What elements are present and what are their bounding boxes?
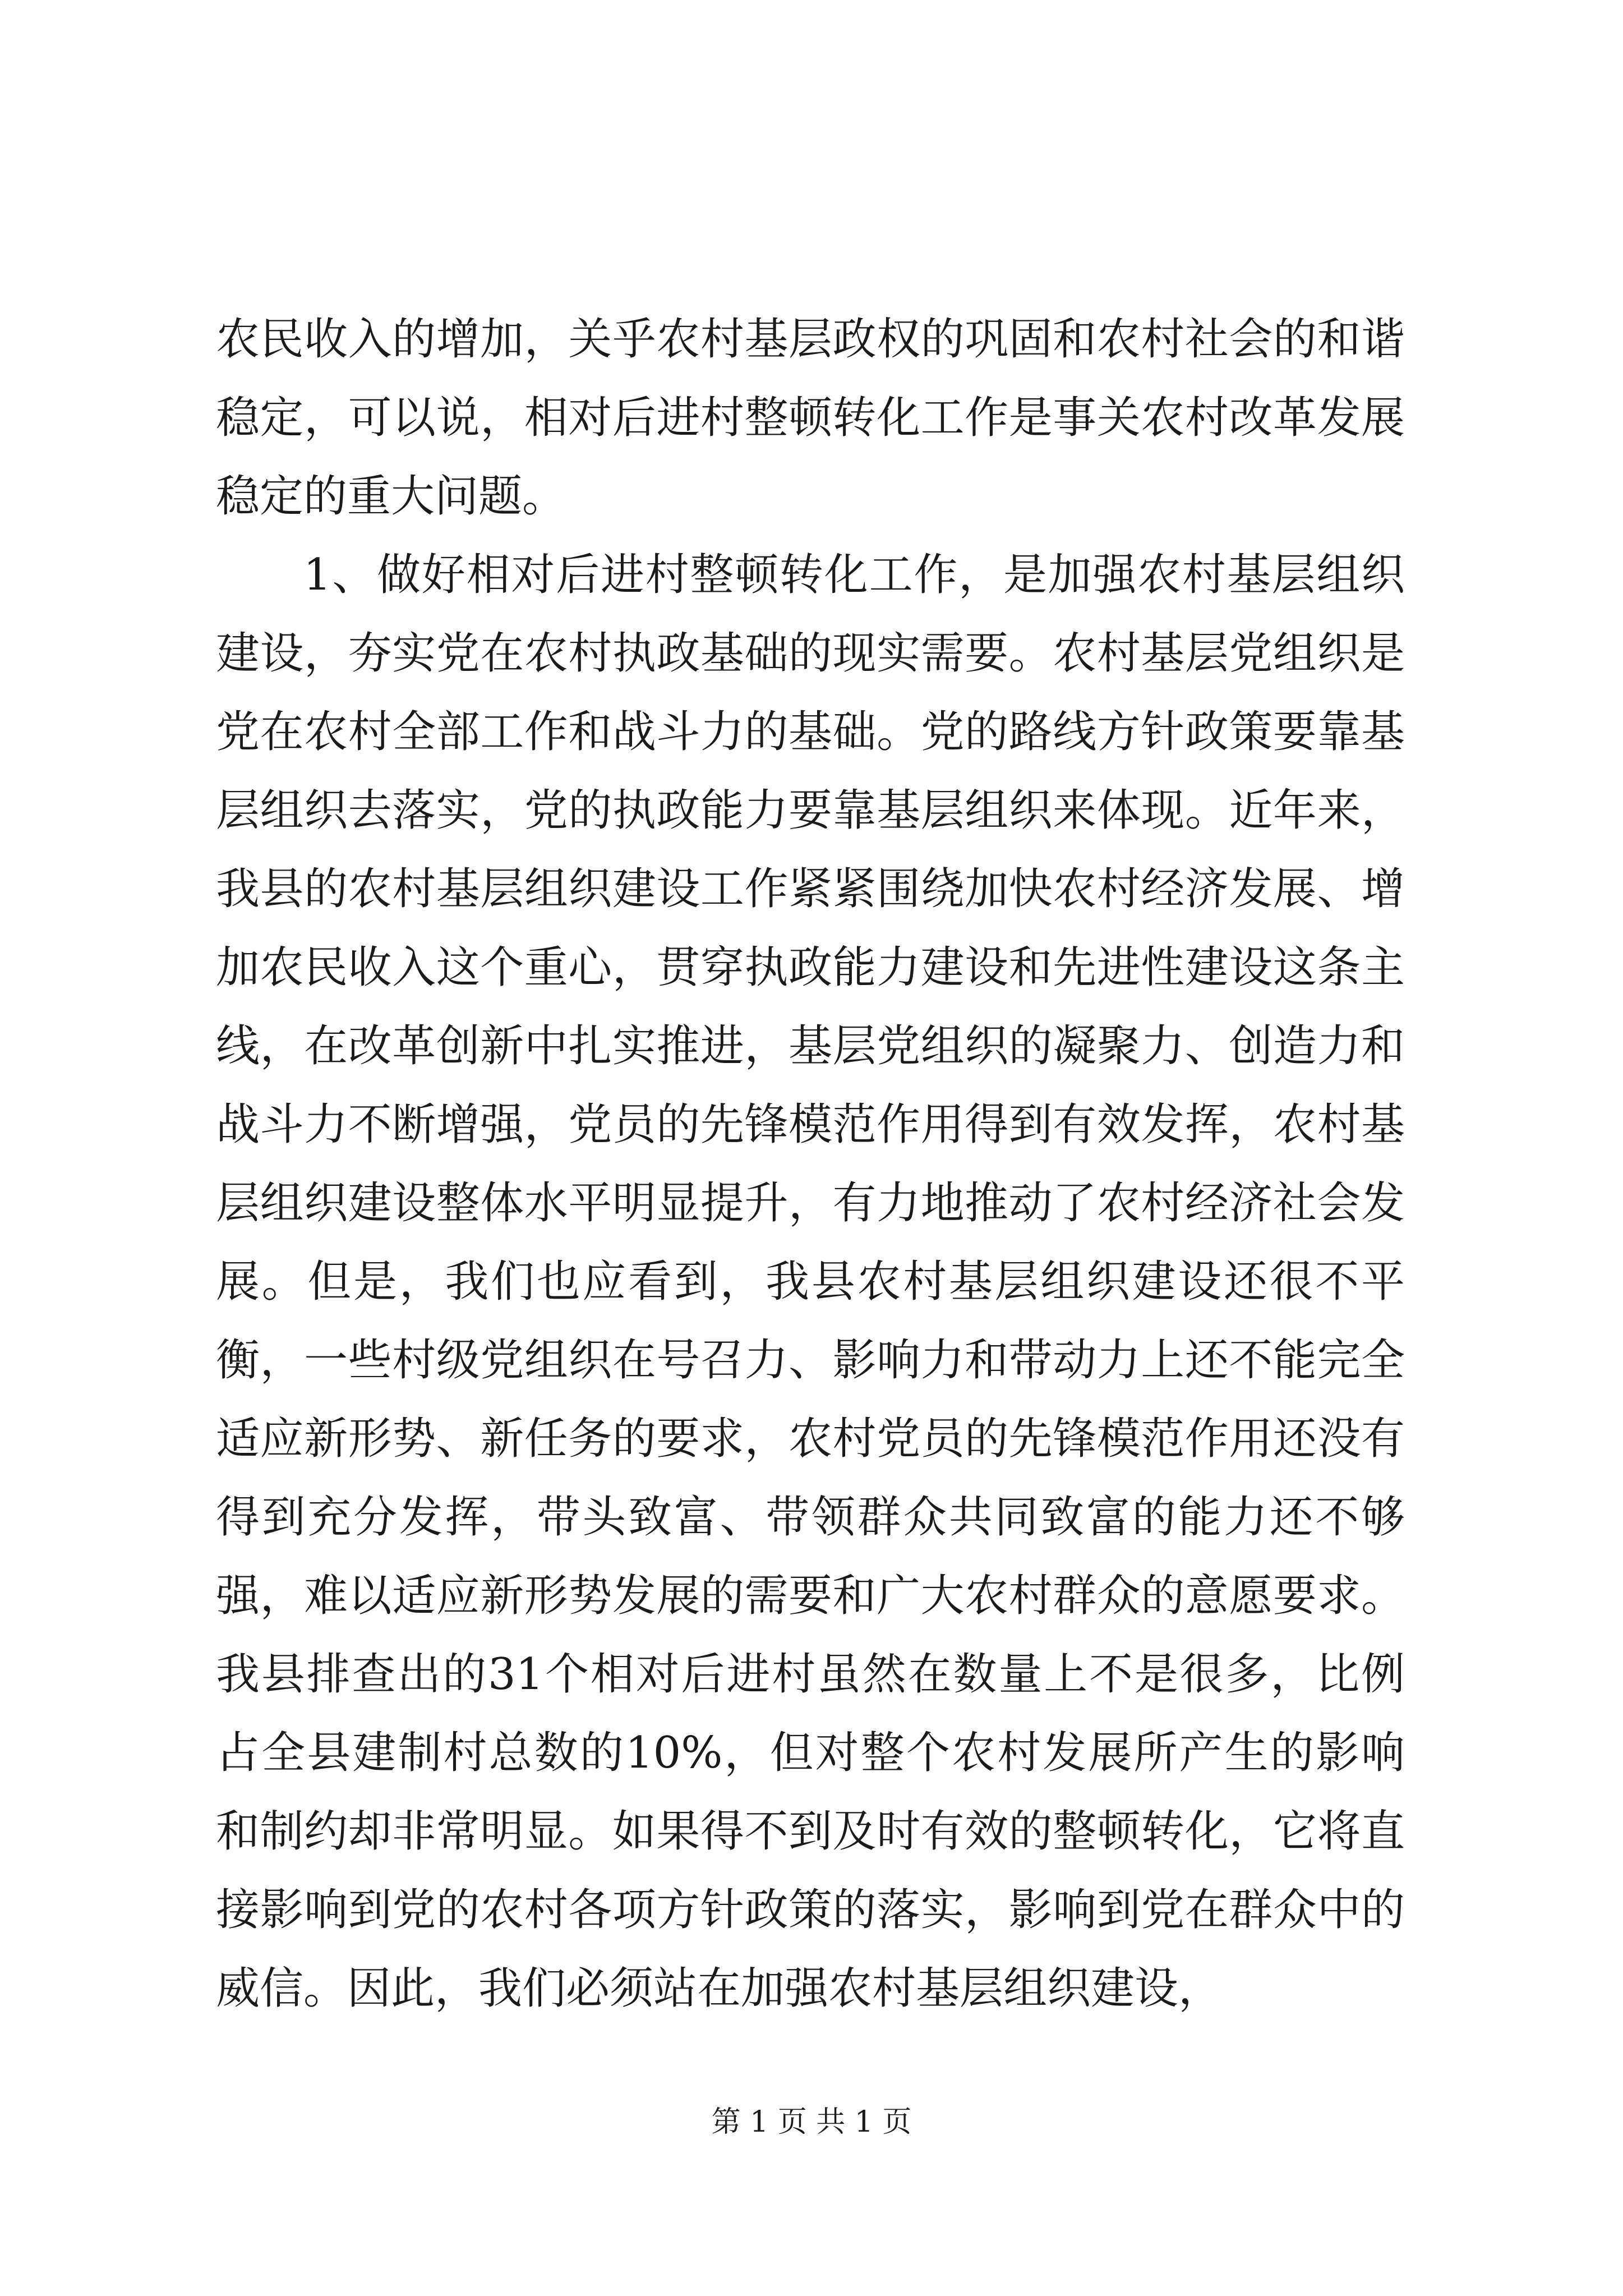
paragraph-continuation: 农民收入的增加，关乎农村基层政权的巩固和农村社会的和谐稳定，可以说，相对后进村整顿转化工作是事关农村改革发展稳定的重大问题。 bbox=[216, 314, 1405, 522]
page-footer: 第 1 页 共 1 页 bbox=[711, 2105, 912, 2139]
body-text bbox=[216, 300, 1405, 2028]
paragraph-point-1: 1、做好相对后进村整顿转化工作，是加强农村基层组织建设，夯实党在农村执政基础的现实需要。农村基层党组织是党在农村全部工作和战斗力的基础。党的路线方针政策要靠基层组织去落实，党的执政能力要靠基层组织来体现。近年来，我县的农村基层组织建设工作紧紧围绕加快农村经济发展、增加农民收入这个重心，贯穿执政能力建设和先进性建设这条主线，在改革创新中扎实推进，基层党组织的凝聚力、创造力和战斗力不断增强，党员的先锋模范作用得到有效发挥，农村基层组织建设整体水平明显提升，有力地推动了农村经济社会发展。但是，我们也应看到，我县农村基层组织建设还很不平衡，一些村级党组织在号召力、影响力和带动力上还不能完全适应新形势、新任务的要求，农村党员的先锋模范作用还没有得到充分发挥，带头致富、带领群众共同致富的能力还不够强，难以适应新形势发展的需要和广大农村群众的意愿要求。我县排查出的31个相对后进村虽然在数量上不是很多，比例占全县建制村总数的10%，但对整个农村发展所产生的影响和制约却非常明显。如果得不到及时有效的整顿转化，它将直接影响到党的农村各项方针政策的落实，影响到党在群众中的威信。因此，我们必须站在加强农村基层组织建设， bbox=[216, 550, 1405, 2014]
